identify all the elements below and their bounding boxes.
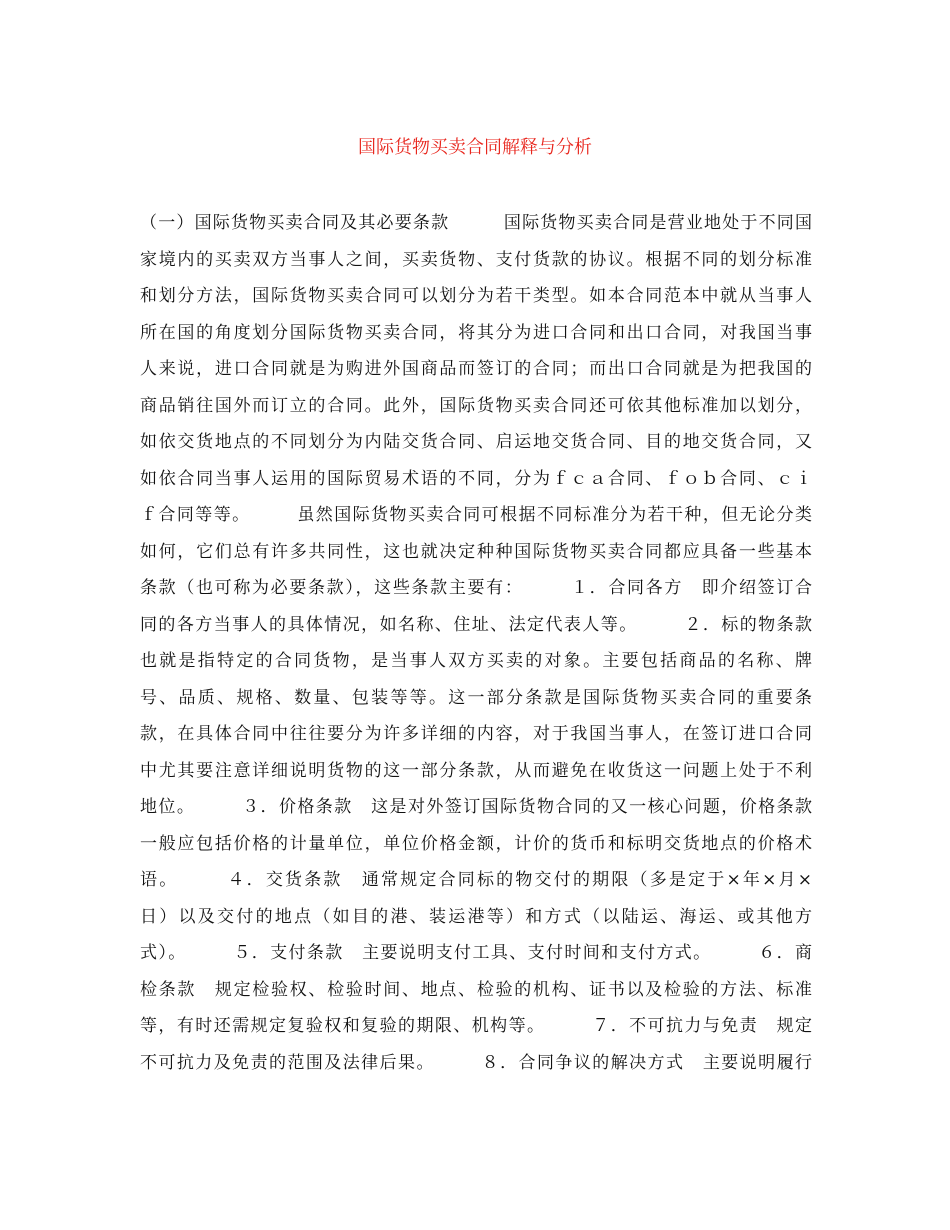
body-line: 所在国的角度划分国际货物买卖合同，将其分为进口合同和出口合同，对我国当事 <box>140 322 812 343</box>
body-line: 语。 ４．交货条款 通常规定合同标的物交付的期限（多是定于×年×月× <box>140 870 812 890</box>
body-line: 如何，它们总有许多共同性，这也就决定种种国际货物买卖合同都应具备一些基本 <box>140 541 812 562</box>
body-line: （一）国际货物买卖合同及其必要条款 国际货物买卖合同是营业地处于不同国 <box>140 213 812 233</box>
body-line: 款，在具体合同中往往要分为许多详细的内容，对于我国当事人，在签订进口合同 <box>140 724 812 744</box>
body-line: 和划分方法，国际货物买卖合同可以划分为若干类型。如本合同范本中就从当事人 <box>140 286 812 306</box>
body-line: 不可抗力及免责的范围及法律后果。 ８．合同争议的解决方式 主要说明履行 <box>140 1052 812 1073</box>
body-line: 家境内的买卖双方当事人之间，买卖货物、支付货款的协议。根据不同的划分标准 <box>140 249 812 270</box>
body-line: 中尤其要注意详细说明货物的这一部分条款，从而避免在收货这一问题上处于不利 <box>140 760 812 781</box>
body-line: 号、品质、规格、数量、包装等等。这一部分条款是国际货物买卖合同的重要条 <box>140 687 812 708</box>
body-line: 条款（也可称为必要条款），这些条款主要有： １．合同各方 即介绍签订合 <box>140 578 812 598</box>
body-line: 如依交货地点的不同划分为内陆交货合同、启运地交货合同、目的地交货合同，又 <box>140 432 812 452</box>
body-line: 商品销往国外而订立的合同。此外，国际货物买卖合同还可依其他标准加以划分， <box>140 395 812 416</box>
body-line: 同的各方当事人的具体情况，如名称、住址、法定代表人等。 ２．标的物条款 <box>140 614 812 635</box>
body-line: 如依合同当事人运用的国际贸易术语的不同，分为ｆｃａ合同、ｆｏｂ合同、ｃｉ <box>140 468 812 489</box>
body-line: 一般应包括价格的计量单位，单位价格金额，计价的货币和标明交货地点的价格术 <box>140 833 812 854</box>
document-body <box>140 205 812 1081</box>
body-line: 日）以及交付的地点（如目的港、装运港等）和方式（以陆运、海运、或其他方 <box>140 906 812 927</box>
body-line: 检条款 规定检验权、检验时间、地点、检验的机构、证书以及检验的方法、标准 <box>140 979 812 1000</box>
document-title: 国际货物买卖合同解释与分析 <box>358 137 592 158</box>
body-line: ｆ合同等等。 虽然国际货物买卖合同可根据不同标准分为若干种，但无论分类 <box>140 505 812 525</box>
body-line: 地位。 ３．价格条款 这是对外签订国际货物合同的又一核心问题，价格条款 <box>140 797 812 817</box>
body-line: 也就是指特定的合同货物，是当事人双方买卖的对象。主要包括商品的名称、牌 <box>140 651 812 671</box>
body-line: 式）。 ５．支付条款 主要说明支付工具、支付时间和支付方式。 ６．商 <box>140 943 812 963</box>
body-line: 等，有时还需规定复验权和复验的期限、机构等。 ７．不可抗力与免责 规定 <box>140 1016 812 1036</box>
body-line: 人来说，进口合同就是为购进外国商品而签订的合同；而出口合同就是为把我国的 <box>140 359 812 379</box>
